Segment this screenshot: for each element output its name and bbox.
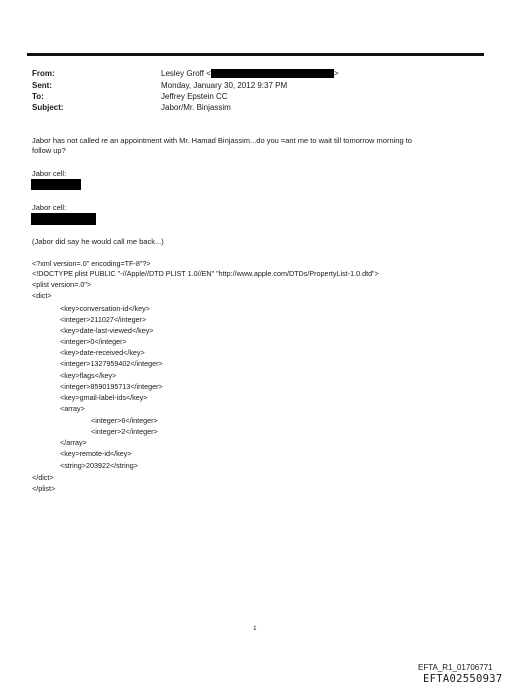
cell-label-2: Jabor cell: bbox=[32, 203, 67, 212]
bates-stamp-large: EFTA02550937 bbox=[423, 673, 503, 685]
code-line: <integer>211027</integer> bbox=[60, 315, 147, 324]
header-rule bbox=[27, 53, 484, 56]
to-value: Jeffrey Epstein CC bbox=[161, 92, 228, 101]
redacted-email bbox=[211, 69, 334, 78]
code-line: <key>date-last-viewed</key> bbox=[60, 326, 154, 335]
code-line: <!DOCTYPE plist PUBLIC "-//Apple//DTD PLIST 1.0//EN" "http://www.apple.com/DTDs/PropertyList-1.0.dtd"> bbox=[32, 269, 379, 278]
code-line: </plist> bbox=[32, 484, 56, 493]
code-line: <integer>0</integer> bbox=[60, 337, 127, 346]
to-label: To: bbox=[32, 92, 44, 101]
message-line-1: Jabor has not called re an appointment with Mr. Hamad Binjassim...do you =ant me to wait till tomorrow morning to bbox=[32, 136, 412, 145]
code-line: <?xml version=.0" encoding=TF-8"?> bbox=[32, 259, 151, 268]
code-line: <integer>8590195713</integer> bbox=[60, 382, 163, 391]
code-line: <dict> bbox=[32, 291, 52, 300]
sent-value: Monday, January 30, 2012 9:37 PM bbox=[161, 81, 288, 90]
code-line: </array> bbox=[60, 438, 87, 447]
code-line: <string>203922</string> bbox=[60, 461, 138, 470]
code-line: <key>conversation-id</key> bbox=[60, 304, 150, 313]
sent-label: Sent: bbox=[32, 81, 52, 90]
redacted-phone-2 bbox=[31, 213, 96, 225]
code-line: <integer>1327959402</integer> bbox=[60, 359, 163, 368]
from-close: > bbox=[333, 69, 339, 78]
redacted-phone-1 bbox=[31, 179, 81, 190]
code-line: <key>flags</key> bbox=[60, 371, 117, 380]
from-value bbox=[161, 68, 339, 79]
code-line: <key>remote-id</key> bbox=[60, 449, 132, 458]
cell-label-1: Jabor cell: bbox=[32, 169, 67, 178]
subject-label: Subject: bbox=[32, 103, 64, 112]
code-line: </dict> bbox=[32, 473, 54, 482]
page-number: 1 bbox=[253, 625, 257, 632]
code-line: <integer>6</integer> bbox=[91, 416, 158, 425]
code-line: <plist version=.0"> bbox=[32, 280, 92, 289]
code-line: <integer>2</integer> bbox=[91, 427, 158, 436]
note-line: (Jabor did say he would call me back...) bbox=[32, 237, 164, 246]
bates-stamp-small: EFTA_R1_01706771 bbox=[418, 663, 493, 672]
message-line-2: follow up? bbox=[32, 146, 66, 155]
code-line: <key>gmail-label-ids</key> bbox=[60, 393, 148, 402]
code-line: <array> bbox=[60, 404, 85, 413]
code-line: <key>date-received</key> bbox=[60, 348, 145, 357]
from-label: From: bbox=[32, 69, 55, 78]
subject-value: Jabor/Mr. Binjassim bbox=[161, 103, 231, 112]
from-name: Lesley Groff < bbox=[161, 69, 211, 78]
